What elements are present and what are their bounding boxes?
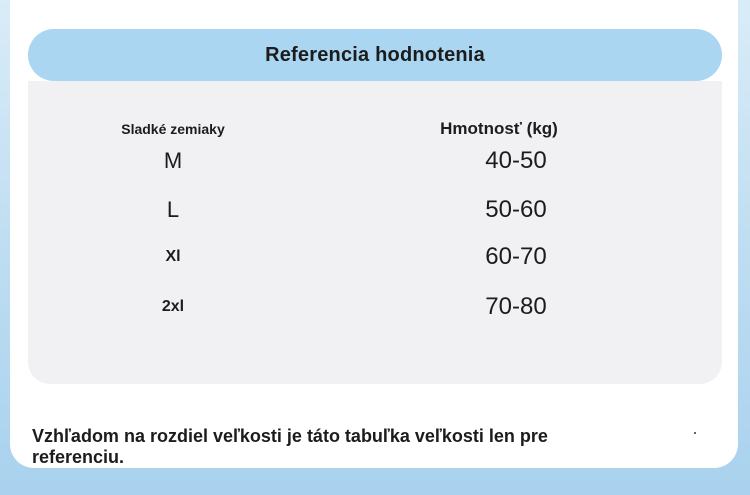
table-row <box>28 190 722 230</box>
weight-cell: 70-80 <box>485 293 547 320</box>
size-cell: 2xl <box>161 298 185 315</box>
weight-cell: 40-50 <box>485 147 547 174</box>
header-title: Referencia hodnotenia <box>265 43 485 66</box>
table-row <box>28 237 722 277</box>
size-table <box>28 81 722 384</box>
size-cell: M <box>163 148 183 173</box>
size-cell: Xl <box>165 248 181 265</box>
size-reference-card <box>10 0 738 468</box>
table-row <box>28 287 722 327</box>
table-row <box>28 141 722 181</box>
header-bar <box>28 29 722 81</box>
weight-cell: 60-70 <box>485 243 547 270</box>
disclaimer-note: Vzhľadom na rozdiel veľkosti je táto tabuľka veľkosti len pre referenciu. <box>32 426 548 467</box>
column-header-size: Sladké zemiaky <box>121 121 225 137</box>
size-cell: L <box>166 197 180 222</box>
column-header-weight: Hmotnosť (kg) <box>440 119 558 138</box>
weight-cell: 50-60 <box>485 196 547 223</box>
decorative-dot <box>694 432 696 434</box>
